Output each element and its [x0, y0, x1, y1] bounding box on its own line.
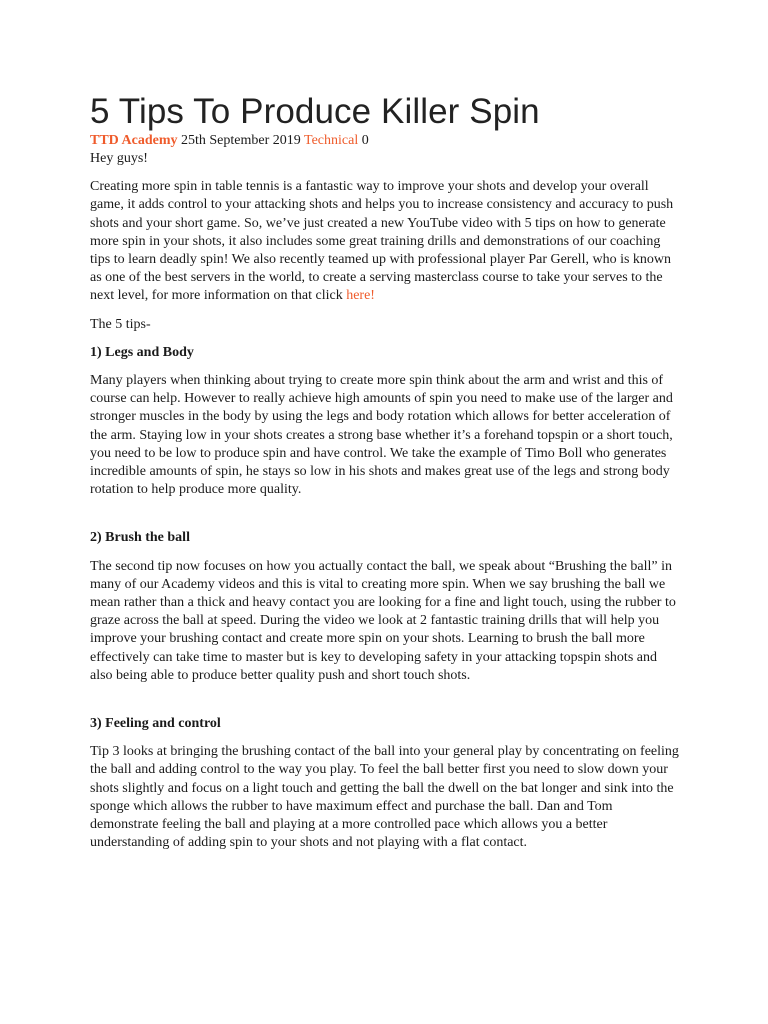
author-link[interactable]: TTD Academy	[90, 133, 178, 148]
section-body-brush-ball: The second tip now focuses on how you actually contact the ball, we speak about “Brushing the ball” in many of our Academy videos and this is vital to creating more spin. When we say brushing the ball we mean rather than a thick and heavy contact you are looking for a fine and light touch, using the rubber to graze across the ball at speed. During the video we look at 2 fantastic training drills that will help you improve your brushing contact and create more spin on your shots. Learning to brush the ball more effectively can take time to master but is key to developing safety in your attacking topspin shots and also being able to produce better quality push and short touch shots.	[90, 558, 676, 683]
article	[90, 92, 682, 863]
section-heading-feeling-control: 3) Feeling and control	[90, 716, 221, 732]
intro-paragraph	[90, 178, 682, 305]
article-meta	[90, 132, 682, 150]
section-body-feeling-control: Tip 3 looks at bringing the brushing contact of the ball into your general play by concentrating on feeling the ball and adding control to the way you play. To feel the ball better first you need to slow down your shots slightly and focus on a light touch and getting the ball the dwell on the bat longer and sink into the sponge which allows the rubber to have maximum effect and purchase the ball. Dan and Tom demonstrate feeling the ball and playing at a more controlled pace which allows you a better understanding of adding spin to your shots and not playing with a flat contact.	[90, 744, 679, 851]
section-heading-brush-ball: 2) Brush the ball	[90, 530, 190, 546]
intro-text: Creating more spin in table tennis is a fantastic way to improve your shots and develop your overall game, it adds control to your attacking shots and helps you to increase consistency and accuracy to push shots and your short game. So, we’ve just created a new YouTube video with 5 tips on how to generate more spin in your shots, it also includes some great training drills and demonstrations of our coaching tips to learn deadly spin! We also recently teamed up with professional player Par Gerell, who is known as one of the best servers in the world, to create a serving masterclass course to take your serves to the next level, for more information on that click	[90, 179, 674, 304]
intro-here-link[interactable]: here!	[346, 288, 375, 304]
greeting: Hey guys!	[90, 151, 148, 166]
section-heading-legs-body: 1) Legs and Body	[90, 344, 194, 360]
tips-intro: The 5 tips-	[90, 316, 151, 332]
comment-count[interactable]: 0	[361, 133, 369, 148]
category-link[interactable]: Technical	[304, 133, 359, 148]
section-body-legs-body: Many players when thinking about trying to create more spin think about the arm and wrist and this of course can help. However to really achieve high amounts of spin you need to make use of the larger and stronger muscles in the body by using the legs and body rotation which allows for better acceleration of the arm. Staying low in your shots creates a strong base whether it’s a forehand topspin or a short touch, you need to be low to produce spin and have control. We take the example of Timo Boll who generates incredible amounts of spin, he stays so low in his shots and makes great use of the legs and strong body rotation to help produce more quality.	[90, 373, 673, 498]
article-title: 5 Tips To Produce Killer Spin	[90, 92, 540, 131]
post-date: 25th September 2019	[181, 133, 301, 148]
